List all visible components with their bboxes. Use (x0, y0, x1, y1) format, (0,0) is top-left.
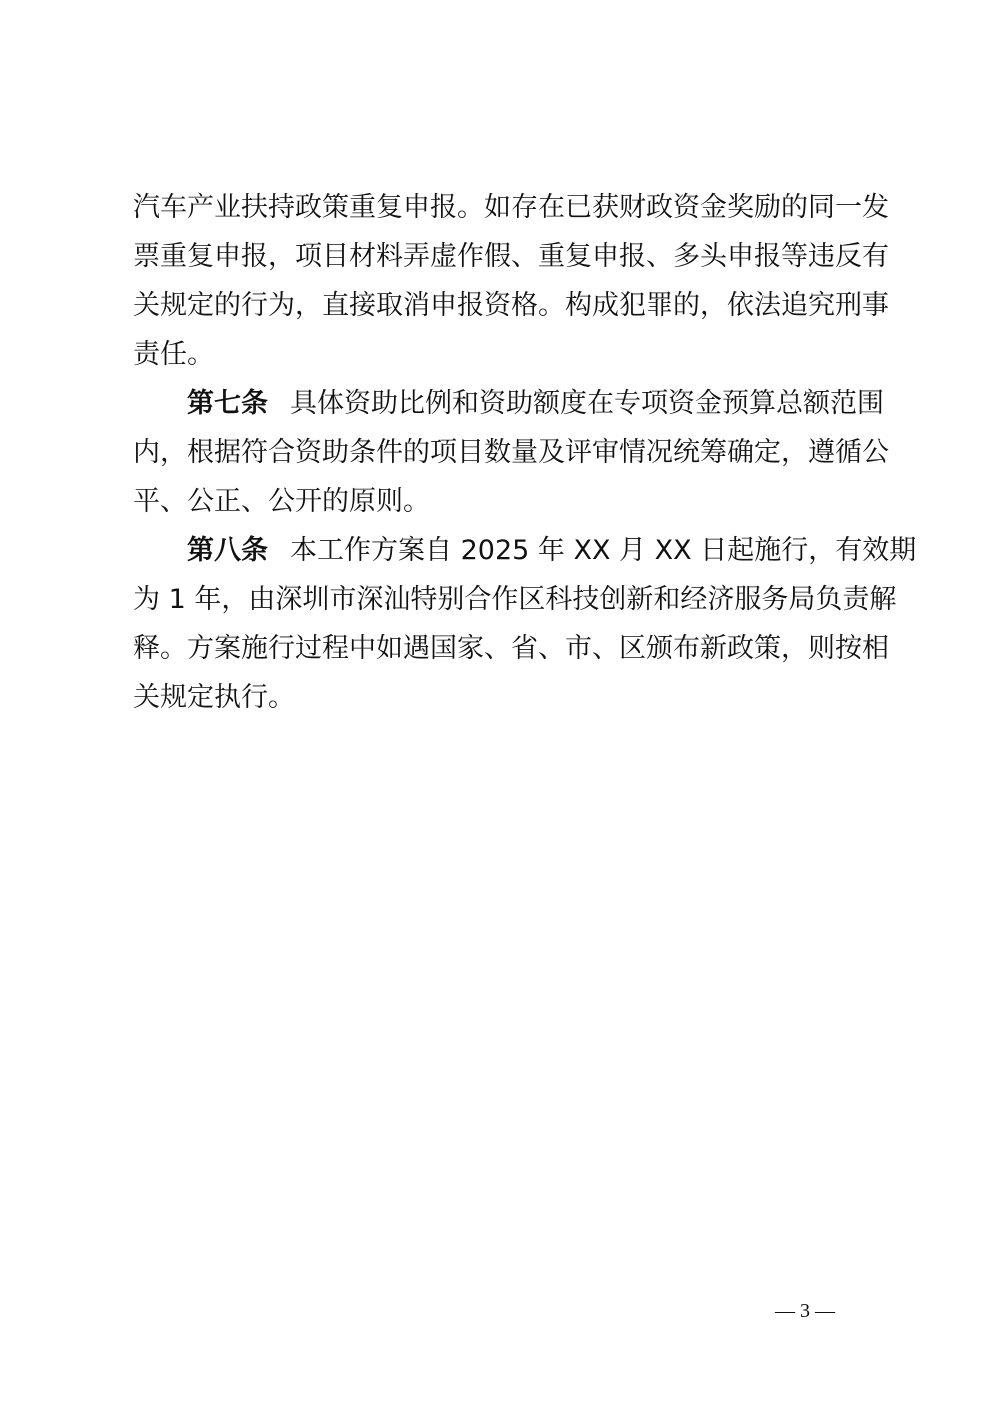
article-8-text: 本工作方案自 2025 年 XX 月 XX 日起施行，有效期 (290, 535, 917, 566)
paragraph-line: 平、公正、公开的原则。 (133, 486, 430, 517)
page-number: — 3 — (775, 1300, 835, 1322)
article-8-title: 第八条 (187, 535, 268, 566)
paragraph-line: 内，根据符合资助条件的项目数量及评审情况统筹确定，遵循公 (133, 437, 889, 468)
paragraph-line: 汽车产业扶持政策重复申报。如存在已获财政资金奖励的同一发 (133, 192, 889, 223)
paragraph-line: 释。方案施行过程中如遇国家、省、市、区颁布新政策，则按相 (133, 633, 889, 664)
article-7-title: 第七条 (187, 388, 268, 419)
article-8-first-line (187, 531, 917, 571)
article-7-first-line (187, 384, 884, 424)
paragraph-line: 为 1 年，由深圳市深汕特别合作区科技创新和经济服务局负责解 (133, 584, 897, 615)
article-7-text: 具体资助比例和资助额度在专项资金预算总额范围 (290, 388, 884, 419)
paragraph-line: 票重复申报，项目材料弄虚作假、重复申报、多头申报等违反有 (133, 241, 889, 272)
paragraph-line: 关规定执行。 (133, 682, 295, 713)
paragraph-line: 关规定的行为，直接取消申报资格。构成犯罪的，依法追究刑事 (133, 290, 889, 321)
paragraph-line: 责任。 (133, 339, 214, 370)
